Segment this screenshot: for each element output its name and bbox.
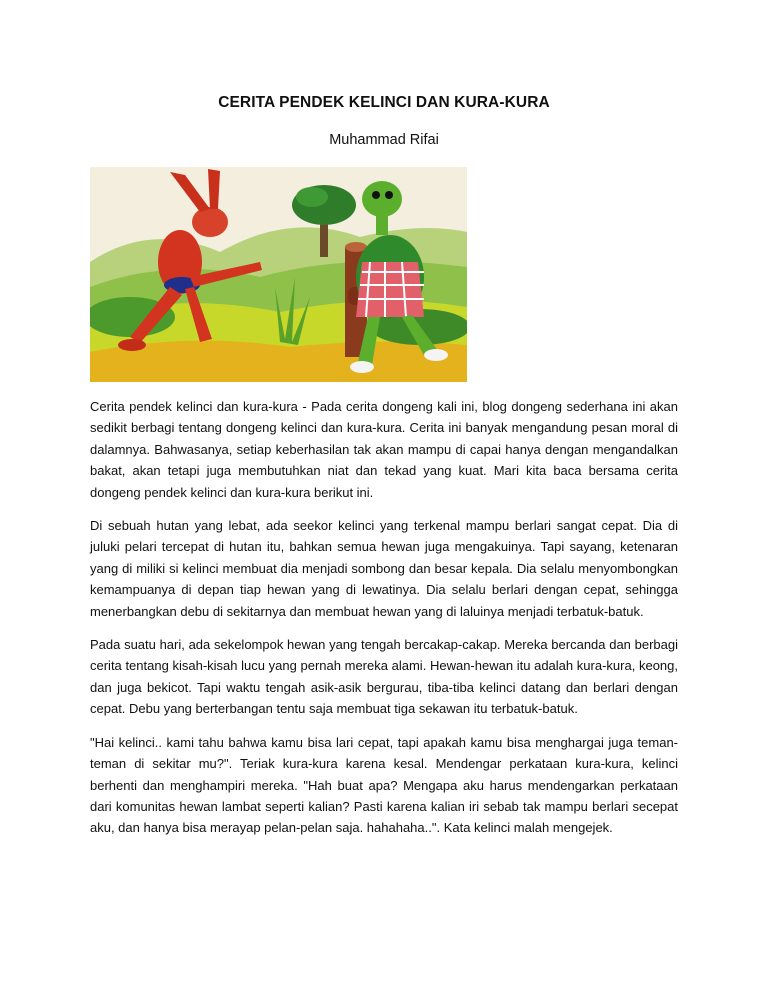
document-title: CERITA PENDEK KELINCI DAN KURA-KURA: [218, 94, 550, 111]
paragraph: Cerita pendek kelinci dan kura-kura - Pada cerita dongeng kali ini, blog dongeng sederhana ini akan sedikit berbagi tentang dongeng kelinci dan kura-kura. Cerita ini banyak mengandung pesan moral di dalamnya. Bahwasanya, setiap keberhasilan tak akan mampu di capai hanya dengan mengandalkan bakat, akan tetapi juga membutuhkan niat dan tekad yang kuat. Mari kita baca bersama cerita dongeng pendek kelinci dan kura-kura berikut ini.: [90, 399, 678, 500]
rabbit-and-turtle-race-illustration: [90, 167, 467, 382]
document-author: Muhammad Rifai: [329, 132, 439, 148]
document-body: [90, 396, 678, 851]
paragraph: "Hai kelinci.. kami tahu bahwa kamu bisa lari cepat, tapi apakah kamu bisa menghargai juga teman-teman di sekitar mu?". Teriak kura-kura karena kesal. Mendengar perkataan kura-kura, kelinci berhenti dan menghampiri mereka. "Hah buat apa? Mengapa aku harus mendengarkan perkataan dari komunitas hewan lambat seperti kalian? Pasti karena kalian iri sebab tak mampu berlari secepat aku, dan hanya bisa merayap pelan-pelan saja. hahahaha..". Kata kelinci malah mengejek.: [90, 734, 678, 836]
paragraph: Pada suatu hari, ada sekelompok hewan yang tengah bercakap-cakap. Mereka bercanda dan berbagi cerita tentang kisah-kisah lucu yang pernah mereka alami. Hewan-hewan itu adalah kura-kura, keong, dan juga bekicot. Tapi waktu tengah asik-asik bergurau, tiba-tiba kelinci datang dan berlari dengan cepat. Debu yang berterbangan tentu saja membuat tiga sekawan itu terbatuk-batuk.: [90, 637, 678, 717]
paragraph: Di sebuah hutan yang lebat, ada seekor kelinci yang terkenal mampu berlari sangat cepat. Dia di juluki pelari tercepat di hutan itu, bahkan semua hewan juga mengakuinya. Tapi sayang, ketenaran yang di miliki si kelinci membuat dia menjadi sombong dan besar kepala. Dia selalu menyombongkan kemampuanya di depan tiap hewan yang di lewatinya. Dia selalu berlari dengan cepat, sehingga menerbangkan debu di sekitarnya dan membuat hewan yang di laluinya menjadi terbatuk-batuk.: [90, 518, 678, 619]
